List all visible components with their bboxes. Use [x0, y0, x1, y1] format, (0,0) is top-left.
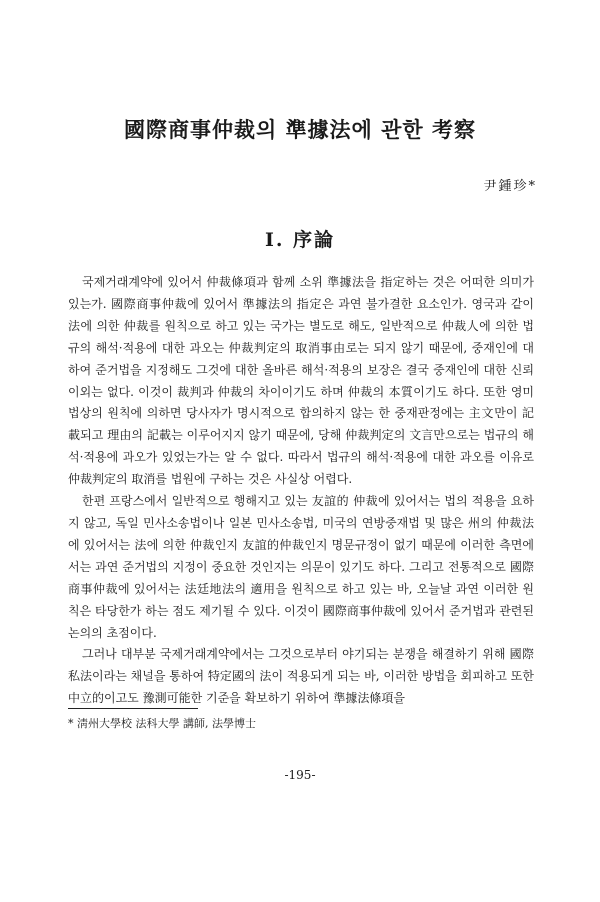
footnote-divider — [68, 708, 198, 709]
paragraph: 한편 프랑스에서 일반적으로 행해지고 있는 友誼的 仲裁에 있어서는 법의 적용을 요하지 않고, 독일 민사소송법이나 일본 민사소송법, 미국의 연방중재법 및 많은 州의 仲裁法에 있어서는 法에 의한 仲裁인지 友誼的仲裁인지 명문규정이 없기 때문에 이러한 측면에서는 과연 준거법의 지정이 중요한 것인지는 의문이 있기도 하다. 그리고 전통적으로 國際商事仲裁에 있어서는 法廷地法의 適用을 원칙으로 하고 있는 바, 오늘날 과연 이러한 원칙은 타당한가 하는 점도 제기될 수 있다. 이것이 國際商事仲裁에 있어서 준거법과 관련된 논의의 초점이다. — [68, 494, 534, 640]
footnote: * 淸州大學校 法科大學 講師, 法學博士 — [68, 717, 256, 730]
paragraph: 국제거래계약에 있어서 仲裁條項과 함께 소위 準據法을 指定하는 것은 어떠한 의미가 있는가. 國際商事仲裁에 있어서 準據法의 指定은 과연 불가결한 요소인가. 영국과 같이 法에 의한 仲裁를 원칙으로 하고 있는 국가는 별도로 해도, 일반적으로 仲裁人에 의한 법규의 해석·적용에 대한 과오는 仲裁判定의 取消事由로는 되지 않기 때문에, 중재인에 대하여 준거법을 지정해도 그것에 대한 올바른 해석·적용의 보장은 결국 중재인에 대한 신뢰 이외는 없다. 이것이 裁判과 仲裁의 차이이기도 하며 仲裁의 本質이기도 하다. 또한 영미법상의 원칙에 의하면 당사자가 명시적으로 합의하지 않는 한 중재판정에는 主文만이 記載되고 理由의 記載는 이루어지지 않기 때문에, 당해 仲裁判定의 文言만으로는 법규의 해석·적용에 과오가 있었는가는 알 수 없다. 따라서 법규의 해석·적용에 대한 과오를 이유로 仲裁判定의 取消를 법원에 구하는 것은 사실상 어렵다. — [68, 275, 534, 487]
paragraph: 그러나 대부분 국제거래계약에서는 그것으로부터 야기되는 분쟁을 해결하기 위해 國際私法이라는 채널을 통하여 特定國의 法이 적용되게 되는 바, 이러한 방법을 회피하고 또한 中立的이고도 豫測可能한 기준을 확보하기 위하여 準據法條項을 — [68, 647, 534, 706]
section-heading: I. 序論 — [264, 229, 336, 251]
body-text — [68, 272, 534, 710]
page-number: -195- — [284, 768, 316, 782]
paper-title: 國際商事仲裁의 準據法에 관한 考察 — [123, 117, 477, 142]
author-name: 尹鍾珍* — [483, 179, 537, 194]
